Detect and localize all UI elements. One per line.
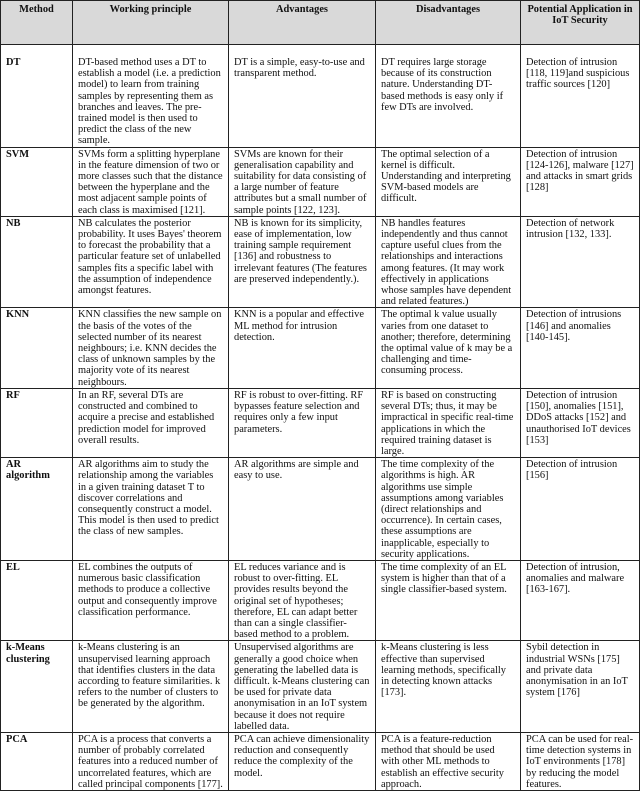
application-cell: Detection of intrusion, anomalies and malware [163-167]. [521, 560, 640, 640]
principle-cell: EL combines the outputs of numerous basic classification methods to produce a collective output and consequently improve classification performance. [73, 560, 229, 640]
method-cell: PCA [1, 732, 73, 790]
method-cell: NB [1, 216, 73, 308]
disadvantages-cell: The optimal selection of a kernel is difficult. Understanding and interpreting SVM-based models are difficult. [376, 147, 521, 216]
application-cell: PCA can be used for real-time detection systems in IoT environments [178] by reducing the model features. [521, 732, 640, 790]
disadvantages-cell: The time complexity of an EL system is higher than that of a single classifier-based system. [376, 560, 521, 640]
principle-cell: DT-based method uses a DT to establish a model (i.e. a prediction model) to learn from training samples by representing them as branches and leaves. The pre-trained model is then used to predict the class of the new sample. [73, 45, 229, 148]
disadvantages-cell: The time complexity of the algorithms is high. AR algorithms use simple assumptions among variables (direct relationships and occurrence). In certain cases, these assumptions are inapplicable, especially to security applications. [376, 458, 521, 561]
application-cell: Detection of intrusion [156] [521, 458, 640, 561]
disadvantages-cell: DT requires large storage because of its construction nature. Understanding DT-based methods is easy only if few DTs are involved. [376, 45, 521, 148]
method-cell: k-Means clustering [1, 641, 73, 733]
method-cell: KNN [1, 308, 73, 388]
disadvantages-cell: The optimal k value usually varies from one dataset to another; therefore, determining the optimal value of k may be a challenging and time-consuming process. [376, 308, 521, 388]
method-cell: DT [1, 45, 73, 148]
header-working-principle: Working principle [73, 1, 229, 45]
table-row [1, 147, 640, 216]
principle-cell: AR algorithms aim to study the relationship among the variables in a given training dataset T to discover correlations and consequently construct a model. This model is then used to predict the class of new samples. [73, 458, 229, 561]
disadvantages-cell: k-Means clustering is less effective than supervised learning methods, specifically in detecting known attacks [173]. [376, 641, 521, 733]
table-row [1, 216, 640, 308]
principle-cell: SVMs form a splitting hyperplane in the feature dimension of two or more classes such that the distance between the hyperplane and the most adjacent sample points of each class is maximised [121]. [73, 147, 229, 216]
table-row [1, 641, 640, 733]
table-row [1, 45, 640, 148]
advantages-cell: NB is known for its simplicity, ease of implementation, low training sample requirement [136] and robustness to irrelevant features (The features are preserved independently.). [229, 216, 376, 308]
advantages-cell: EL reduces variance and is robust to over-fitting. EL provides results beyond the original set of hypotheses; therefore, EL can adapt better than can a single classifier-based method to a problem. [229, 560, 376, 640]
principle-cell: k-Means clustering is an unsupervised learning approach that identifies clusters in the data according to feature similarities. k refers to the number of clusters to be generated by the algorithm. [73, 641, 229, 733]
disadvantages-cell: NB handles features independently and thus cannot capture useful clues from the relationships and interactions among features. (It may work effectively in applications whose samples have dependent and related features.) [376, 216, 521, 308]
advantages-cell: PCA can achieve dimensionality reduction and consequently reduce the complexity of the model. [229, 732, 376, 790]
advantages-cell: Unsupervised algorithms are generally a good choice when generating the labelled data is difficult. k-Means clustering can be used for private data anonymisation in an IoT system because it does not require labelled data. [229, 641, 376, 733]
table-row [1, 458, 640, 561]
advantages-cell: SVMs are known for their generalisation capability and suitability for data consisting of a large number of feature attributes but a small number of sample points [122, 123]. [229, 147, 376, 216]
advantages-cell: AR algorithms are simple and easy to use. [229, 458, 376, 561]
header-disadvantages: Disadvantages [376, 1, 521, 45]
method-cell: RF [1, 388, 73, 457]
disadvantages-cell: RF is based on constructing several DTs; thus, it may be impractical in specific real-time applications in which the required training dataset is large. [376, 388, 521, 457]
header-advantages: Advantages [229, 1, 376, 45]
header-row [1, 1, 640, 45]
table-row [1, 732, 640, 790]
principle-cell: PCA is a process that converts a number of probably correlated features into a reduced number of uncorrelated features, which are called principal components [177]. [73, 732, 229, 790]
principle-cell: In an RF, several DTs are constructed and combined to acquire a precise and established prediction model for improved overall results. [73, 388, 229, 457]
advantages-cell: KNN is a popular and effective ML method for intrusion detection. [229, 308, 376, 388]
method-cell: EL [1, 560, 73, 640]
application-cell: Detection of intrusions [146] and anomalies [140-145]. [521, 308, 640, 388]
principle-cell: KNN classifies the new sample on the basis of the votes of the selected number of its nearest neighbours; i.e. KNN decides the class of unknown samples by the majority vote of its nearest neighbours. [73, 308, 229, 388]
table-row [1, 388, 640, 457]
application-cell: Detection of intrusion [150], anomalies [151], DDoS attacks [152] and unauthorised IoT devices [153] [521, 388, 640, 457]
header-application: Potential Application in IoT Security [521, 1, 640, 45]
application-cell: Detection of intrusion [118, 119]and suspicious traffic sources [120] [521, 45, 640, 148]
disadvantages-cell: PCA is a feature-reduction method that should be used with other ML methods to establish an effective security approach. [376, 732, 521, 790]
principle-cell: NB calculates the posterior probability. It uses Bayes' theorem to forecast the probability that a particular feature set of unlabelled samples fits a specific label with the assumption of independence amongst features. [73, 216, 229, 308]
method-cell: AR algorithm [1, 458, 73, 561]
method-cell: SVM [1, 147, 73, 216]
application-cell: Detection of network intrusion [132, 133]. [521, 216, 640, 308]
table-row [1, 560, 640, 640]
header-method: Method [1, 1, 73, 45]
application-cell: Detection of intrusion [124-126], malware [127] and attacks in smart grids [128] [521, 147, 640, 216]
application-cell: Sybil detection in industrial WSNs [175] and private data anonymisation in an IoT system [176] [521, 641, 640, 733]
advantages-cell: RF is robust to over-fitting. RF bypasses feature selection and requires only a few input parameters. [229, 388, 376, 457]
table-row [1, 308, 640, 388]
advantages-cell: DT is a simple, easy-to-use and transparent method. [229, 45, 376, 148]
